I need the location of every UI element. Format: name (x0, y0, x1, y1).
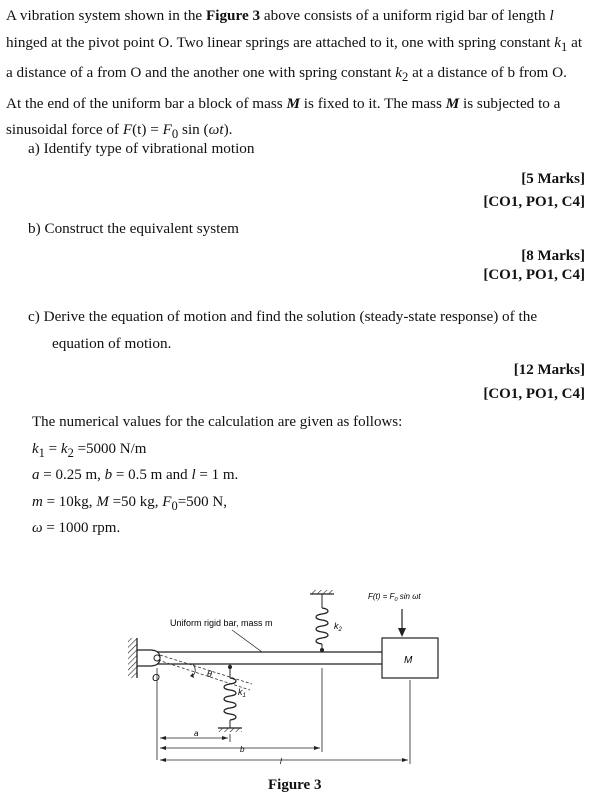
question-c-line-1: c) Derive the equation of motion and find the solution (steady-state response) of the (28, 308, 538, 325)
dim-b-label: b (240, 745, 245, 754)
theta-label: θ (207, 669, 212, 679)
question-a-marks: [5 Marks] (521, 171, 585, 187)
intro-line-5: sinusoidal force of $F(t) = F_0$ sin (ωt). (6, 121, 233, 142)
question-c-marks: [12 Marks] (513, 362, 585, 378)
bar-label: Uniform rigid bar, mass m (170, 618, 273, 628)
spring-k2 (310, 590, 334, 652)
dim-l-label: l (280, 757, 282, 766)
intro-line-3: a distance of a from O and the another one with spring constant $k_2$ at a distance of b from O. (6, 64, 567, 85)
force-arrow (398, 609, 406, 637)
figure-caption: Figure 3 (268, 777, 322, 793)
given-masses: m = 10kg, M =50 kg, $F_0=500$ N, (32, 494, 227, 513)
k2-label: $k_2$ (334, 621, 342, 633)
dim-a-label: a (194, 729, 199, 738)
question-a: a) Identify type of vibrational motion (28, 140, 255, 157)
rigid-bar (157, 652, 382, 664)
wall-support (128, 638, 137, 678)
force-label: $F(t) = F_0$ sin ωt (368, 592, 421, 603)
spring-k1 (218, 664, 242, 732)
question-b-co: [CO1, PO1, C4] (483, 267, 585, 283)
intro-line-4: At the end of the uniform bar a block of mass M is fixed to it. The mass M is subjected to a (6, 94, 561, 112)
dimension-extension-lines (157, 668, 410, 764)
dimension-l (160, 758, 408, 762)
given-k-values: $k_1 = k_2 =5000$ N/m (32, 441, 147, 460)
intro-line-1: A vibration system shown in the Figure 3 above consists of a uniform rigid bar of length l (6, 7, 554, 24)
theta-arrowhead (190, 673, 194, 678)
given-lengths: a = 0.25 m, b = 0.5 m and l = 1 m. (32, 467, 239, 483)
given-omega: ω = 1000 rpm. (32, 520, 121, 536)
question-b-marks: [8 Marks] (521, 248, 585, 264)
question-a-co: [CO1, PO1, C4] (483, 194, 585, 210)
intro-line-2: hinged at the pivot point O. Two linear springs are attached to it, one with spring constant $k_1$ at (6, 33, 583, 54)
bar-label-leader (232, 630, 262, 652)
pivot-label: O (152, 673, 160, 684)
mass-label: M (404, 655, 413, 666)
question-b: b) Construct the equivalent system (28, 220, 239, 237)
k1-label: $k_1$ (238, 687, 246, 699)
question-c-co: [CO1, PO1, C4] (483, 386, 585, 402)
pivot-hinge (137, 650, 160, 666)
given-heading: The numerical values for the calculation are given as follows: (32, 414, 403, 430)
question-c-line-2: equation of motion. (52, 335, 172, 352)
rotated-bar-dashed (158, 655, 252, 690)
